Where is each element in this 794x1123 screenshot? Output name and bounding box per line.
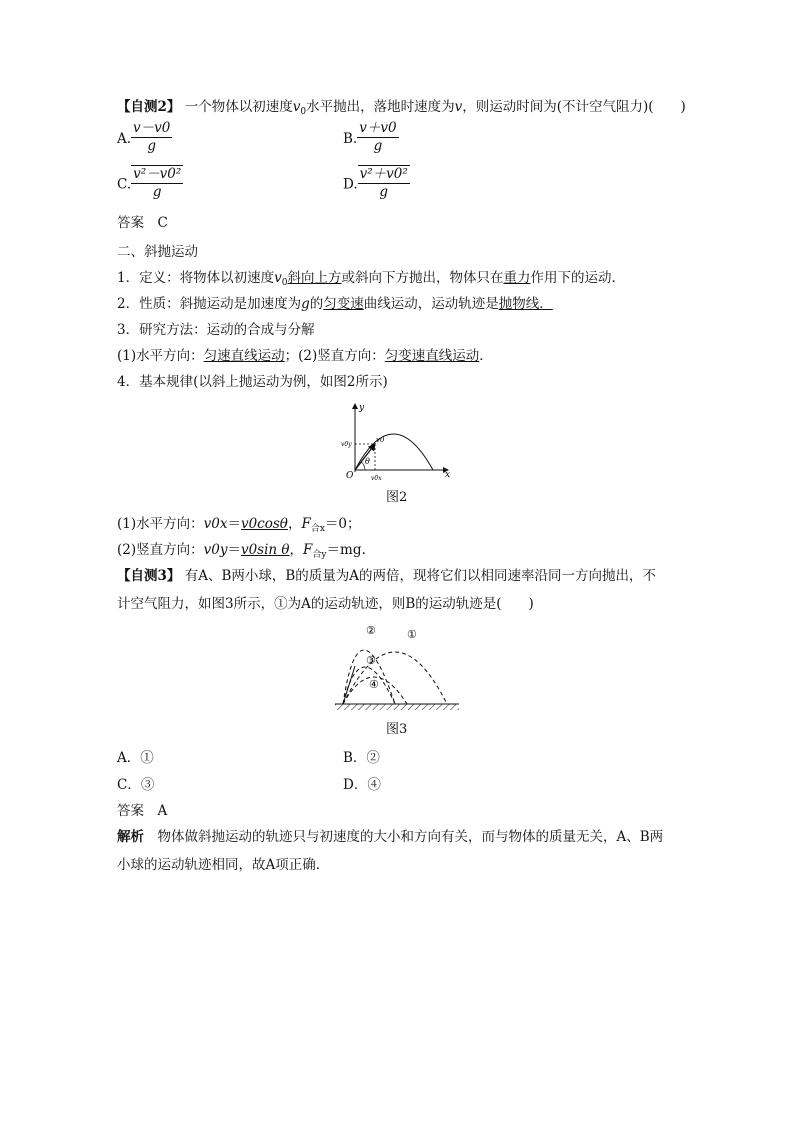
section-title: 二、斜抛运动 bbox=[117, 244, 198, 260]
rules-line: 4．基本规律(以斜上抛运动为例，如图2所示) bbox=[117, 374, 388, 390]
v0x-label: v0x bbox=[371, 475, 382, 482]
q3-option-b: B．② bbox=[343, 750, 380, 766]
v0-label: v0 bbox=[376, 436, 385, 444]
q2-option-c: C. $\frac{\text{v²－v0²}}{g}$ bbox=[117, 166, 182, 200]
q2-answer: 答案 C bbox=[117, 215, 168, 231]
components-line: (1)水平方向：匀速直线运动；(2)竖直方向：匀变速直线运动． bbox=[117, 348, 493, 364]
q3-tag: 【自测3】 bbox=[117, 568, 181, 584]
method-line: 3．研究方法：运动的合成与分解 bbox=[117, 322, 315, 338]
q2-option-b: B. $\frac{v+v0}{g}$ bbox=[343, 120, 397, 154]
figure-2-caption: 图2 bbox=[386, 490, 408, 505]
q3-stem-line2: 计空气阻力，如图3所示，①为A的运动轨迹，则B的运动轨迹是( ) bbox=[117, 596, 534, 612]
property-line: 2．性质：斜抛运动是加速度为g的匀变速曲线运动，运动轨迹是抛物线． bbox=[117, 296, 553, 312]
figure-3-caption: 图3 bbox=[386, 722, 408, 737]
definition-line: 1．定义：将物体以初速度$v_0$斜向上方或斜向下方抛出，物体只在重力作用下的运动． bbox=[117, 270, 625, 288]
label-3: ③ bbox=[366, 654, 376, 667]
trajectory-1 bbox=[343, 652, 447, 704]
q2-option-a: A. $\frac{v-v0}{g}$ bbox=[117, 120, 171, 154]
label-4: ④ bbox=[369, 678, 379, 691]
ground bbox=[335, 704, 459, 710]
y-label: y bbox=[359, 403, 365, 413]
q3-stem-line1: 【自测3】 有A、B两小球，B的质量为A的两倍，现将它们以相同速率沿同一方向抛出，不 bbox=[117, 568, 657, 584]
label-1: ① bbox=[407, 628, 417, 641]
q3-option-a: A．① bbox=[117, 750, 154, 766]
q2-option-d: D. $\frac{\text{v²＋v0²}}{g}$ bbox=[343, 166, 408, 200]
q3-option-c: C．③ bbox=[117, 777, 155, 793]
x-label: x bbox=[445, 470, 451, 480]
q3-analysis-line1: 解析 物体做斜抛运动的轨迹只与初速度的大小和方向有关，而与物体的质量无关，A、B两 bbox=[117, 829, 664, 845]
vertical-rule-line: (2)竖直方向：v0y＝v0sin θ，$F_{合y}=mg$. bbox=[117, 542, 366, 560]
figure-3 bbox=[335, 620, 461, 716]
label-2: ② bbox=[366, 624, 376, 637]
q2-tag: 【自测2】 bbox=[117, 99, 181, 115]
q3-answer: 答案 A bbox=[117, 803, 168, 819]
theta-label: θ bbox=[365, 457, 370, 466]
q2-stem: 【自测2】 一个物体以初速度$v_0$水平抛出，落地时速度为v，则运动时间为(不计空气阻力)( ) bbox=[117, 99, 686, 117]
figure-2 bbox=[338, 398, 458, 484]
q3-analysis-line2: 小球的运动轨迹相同，故A项正确． bbox=[117, 857, 330, 873]
q3-option-d: D．④ bbox=[343, 777, 381, 793]
origin-label: O bbox=[346, 471, 354, 481]
horizontal-rule-line: (1)水平方向：v0x＝v0cosθ，$F_{合x}=0$； bbox=[117, 516, 361, 534]
v0y-label: v0y bbox=[341, 441, 352, 448]
